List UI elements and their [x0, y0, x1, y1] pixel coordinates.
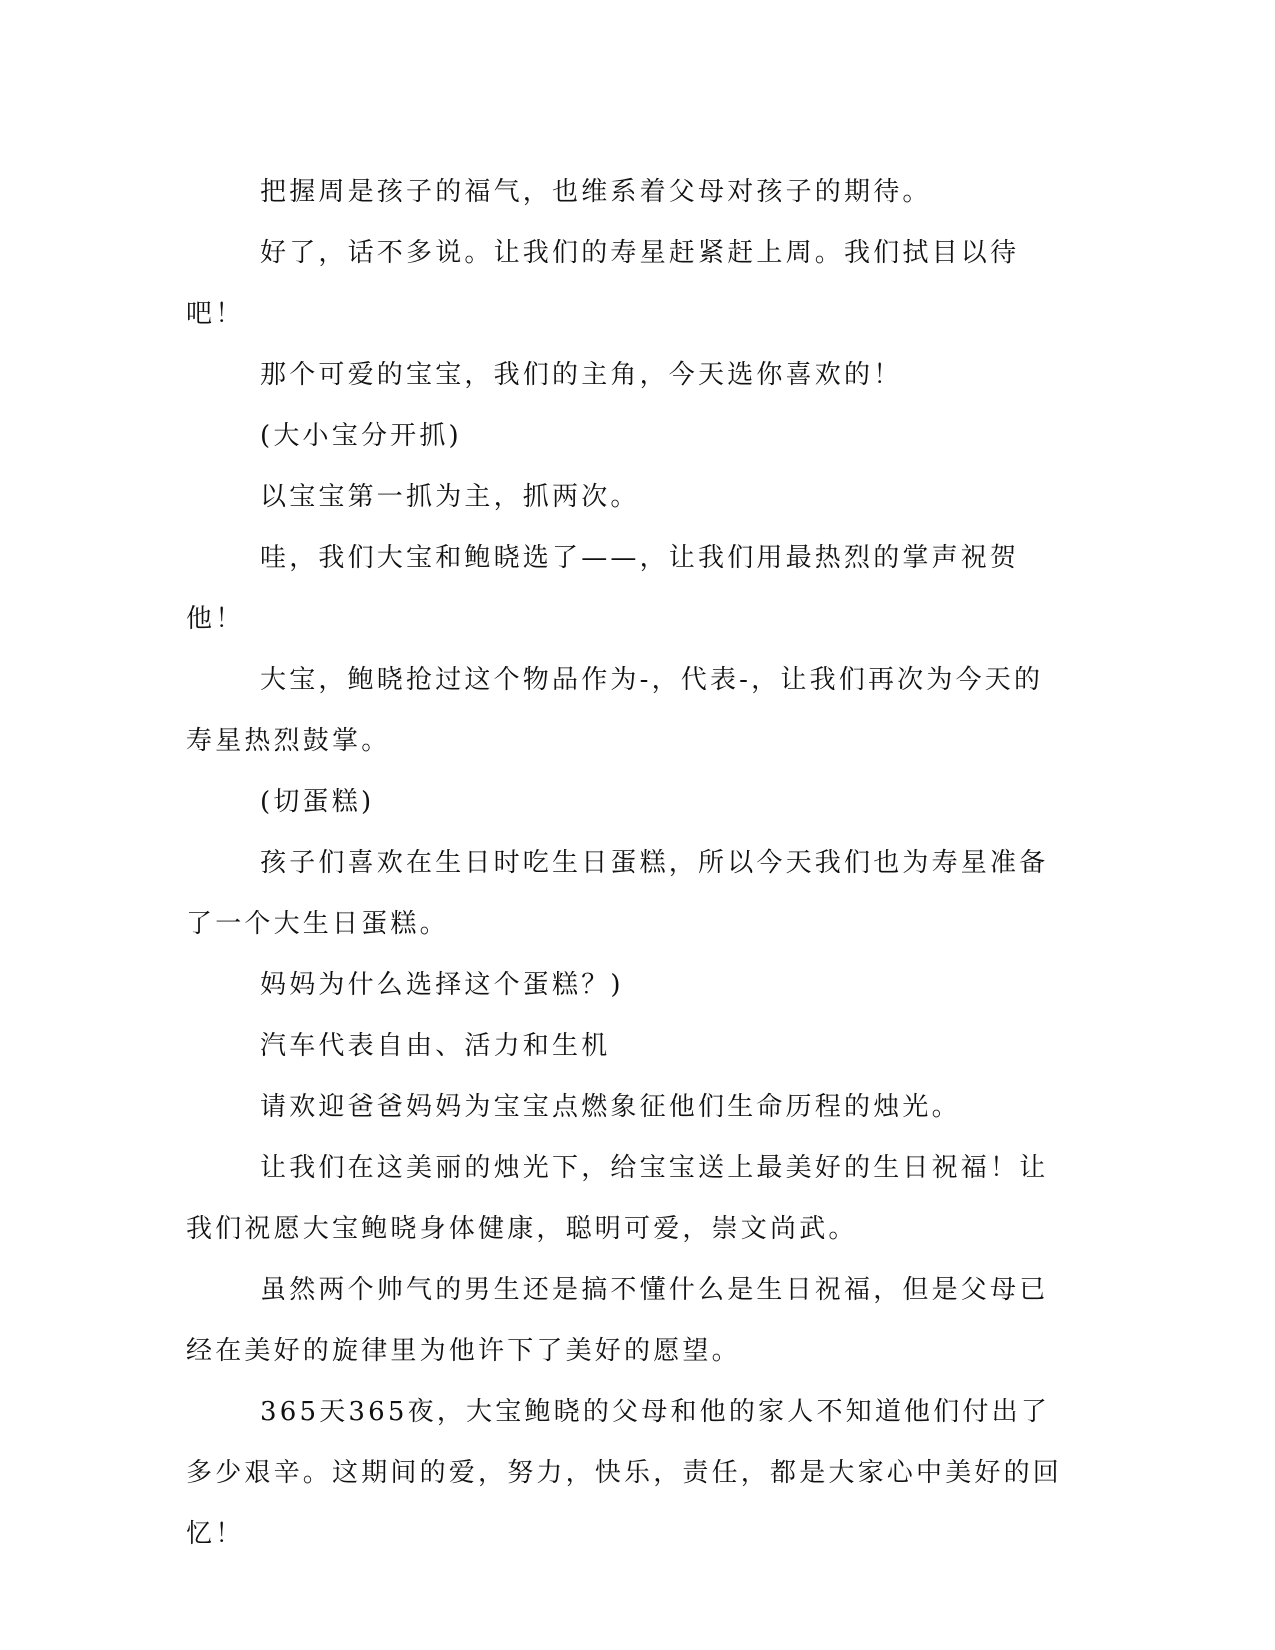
- paragraph-7: 大宝，鲍晓抢过这个物品作为-，代表-，让我们再次为今天的寿星热烈鼓掌。: [186, 665, 1044, 756]
- paragraph-3: 那个可爱的宝宝，我们的主角，今天选你喜欢的！: [260, 360, 903, 390]
- paragraph-11: 汽车代表自由、活力和生机: [260, 1031, 611, 1061]
- paragraph-10: 妈妈为什么选择这个蛋糕？): [260, 970, 624, 1000]
- paragraph-6: 哇，我们大宝和鲍晓选了——，让我们用最热烈的掌声祝贺他！: [186, 543, 1020, 634]
- paragraph-13: 让我们在这美丽的烛光下，给宝宝送上最美好的生日祝福！让我们祝愿大宝鲍晓身体健康，聪明可爱，崇文尚武。: [186, 1153, 1049, 1244]
- document-body: [186, 162, 1066, 1565]
- paragraph-5: 以宝宝第一抓为主，抓两次。: [260, 482, 640, 512]
- paragraph-4: (大小宝分开抓): [260, 421, 462, 451]
- paragraph-2: 好了，话不多说。让我们的寿星赶紧赶上周。我们拭目以待吧！: [186, 238, 1020, 329]
- paragraph-8: (切蛋糕): [260, 787, 375, 817]
- paragraph-15: 365天365夜，大宝鲍晓的父母和他的家人不知道他们付出了多少艰辛。这期间的爱，努力，快乐，责任，都是大家心中美好的回忆！: [186, 1397, 1063, 1549]
- paragraph-9: 孩子们喜欢在生日时吃生日蛋糕，所以今天我们也为寿星准备了一个大生日蛋糕。: [186, 848, 1049, 939]
- paragraph-1: 把握周是孩子的福气，也维系着父母对孩子的期待。: [260, 177, 932, 207]
- paragraph-14: 虽然两个帅气的男生还是搞不懂什么是生日祝福，但是父母已经在美好的旋律里为他许下了美好的愿望。: [186, 1275, 1049, 1366]
- paragraph-12: 请欢迎爸爸妈妈为宝宝点燃象征他们生命历程的烛光。: [260, 1092, 961, 1122]
